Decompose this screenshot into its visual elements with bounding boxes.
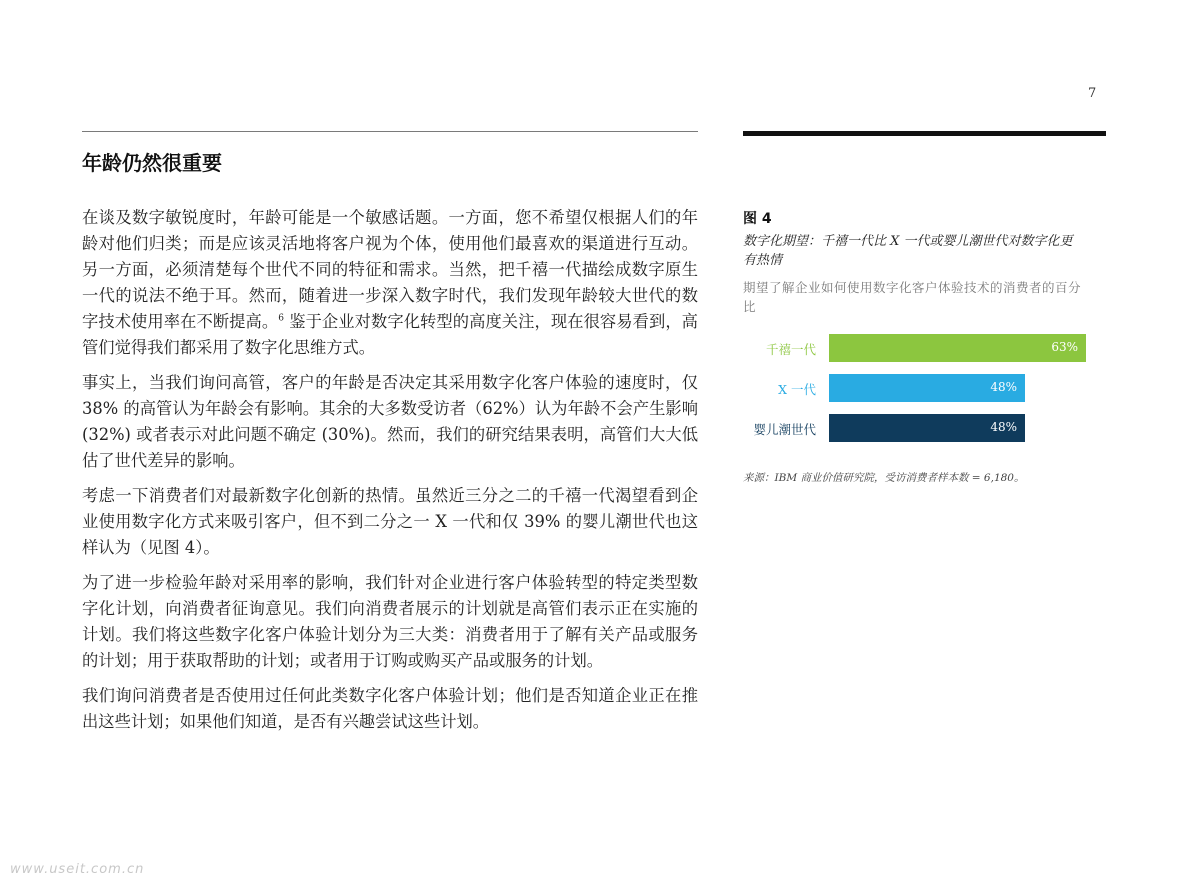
bar-value-label: 63% bbox=[1051, 340, 1078, 354]
figure-source: 来源：IBM 商业价值研究院，受访消费者样本数 = 6,180。 bbox=[743, 472, 1025, 484]
paragraph-1-tail: 鉴于企业对数字化转型的高度关注，现在很容易看到，高管们觉得我们都采用了数字化思维方式。 bbox=[82, 312, 698, 357]
paragraph-4: 为了进一步检验年龄对采用率的影响，我们针对企业进行客户体验转型的特定类型数字化计划，向消费者征询意见。我们向消费者展示的计划就是高管们表示正在实施的计划。我们将这些数字化客户体验计划分为三大类：消费者用于了解有关产品或服务的计划；用于获取帮助的计划；或者用于订购或购买产品或服务的计划。 bbox=[82, 573, 698, 670]
bar-category-label: X 一代 bbox=[778, 382, 816, 397]
paragraph-5: 我们询问消费者是否使用过任何此类数字化客户体验计划；他们是否知道企业正在推出这些计划；如果他们知道，是否有兴趣尝试这些计划。 bbox=[82, 686, 698, 731]
figure-title: 数字化期望：千禧一代比 X 一代或婴儿潮世代对数字化更有热情 bbox=[743, 234, 1073, 268]
figure-divider bbox=[743, 131, 1106, 136]
figure-label: 图 4 bbox=[743, 211, 772, 227]
paragraph-2: 事实上，当我们询问高管，客户的年龄是否决定其采用数字化客户体验的速度时，仅 38% 的高管认为年龄会有影响。其余的大多数受访者（62%）认为年龄不会产生影响 (32%) 或者表示对此问题不确定 (30%)。然而，我们的研究结果表明，高管们大大低估了世代差异的影响。 bbox=[82, 373, 698, 470]
page-number: 7 bbox=[1088, 86, 1097, 101]
bar-chart bbox=[743, 334, 1106, 444]
watermark: www.useit.com.cn bbox=[10, 862, 145, 877]
paragraph-1 bbox=[82, 205, 698, 361]
figure-subtitle: 期望了解企业如何使用数字化客户体验技术的消费者的百分比 bbox=[743, 280, 1082, 314]
bar-row bbox=[743, 414, 1106, 442]
bar bbox=[829, 374, 1025, 402]
footnote-marker[interactable]: 6 bbox=[278, 313, 284, 324]
bar-category-label: 婴儿潮世代 bbox=[753, 422, 816, 437]
section-divider bbox=[82, 131, 698, 132]
section-title: 年龄仍然很重要 bbox=[82, 151, 222, 175]
bar-row bbox=[743, 374, 1106, 402]
body-text bbox=[82, 205, 698, 744]
bar bbox=[829, 334, 1086, 362]
figure-4 bbox=[743, 208, 1106, 484]
bar-row bbox=[743, 334, 1106, 362]
bar bbox=[829, 414, 1025, 442]
bar-category-label: 千禧一代 bbox=[765, 342, 816, 357]
paragraph-3: 考虑一下消费者们对最新数字化创新的热情。虽然近三分之二的千禧一代渴望看到企业使用数字化方式来吸引客户，但不到二分之一 X 一代和仅 39% 的婴儿潮世代也这样认为（见图 4）。 bbox=[82, 486, 698, 557]
bar-value-label: 48% bbox=[990, 420, 1017, 434]
paragraph-1-text: 在谈及数字敏锐度时，年龄可能是一个敏感话题。一方面，您不希望仅根据人们的年龄对他们归类；而是应该灵活地将客户视为个体，使用他们最喜欢的渠道进行互动。另一方面，必须清楚每个世代不同的特征和需求。当然，把千禧一代描绘成数字原生一代的说法不绝于耳。然而，随着进一步深入数字时代，我们发现年龄较大世代的数字技术使用率在不断提高。 bbox=[82, 208, 698, 331]
bar-value-label: 48% bbox=[990, 380, 1017, 394]
